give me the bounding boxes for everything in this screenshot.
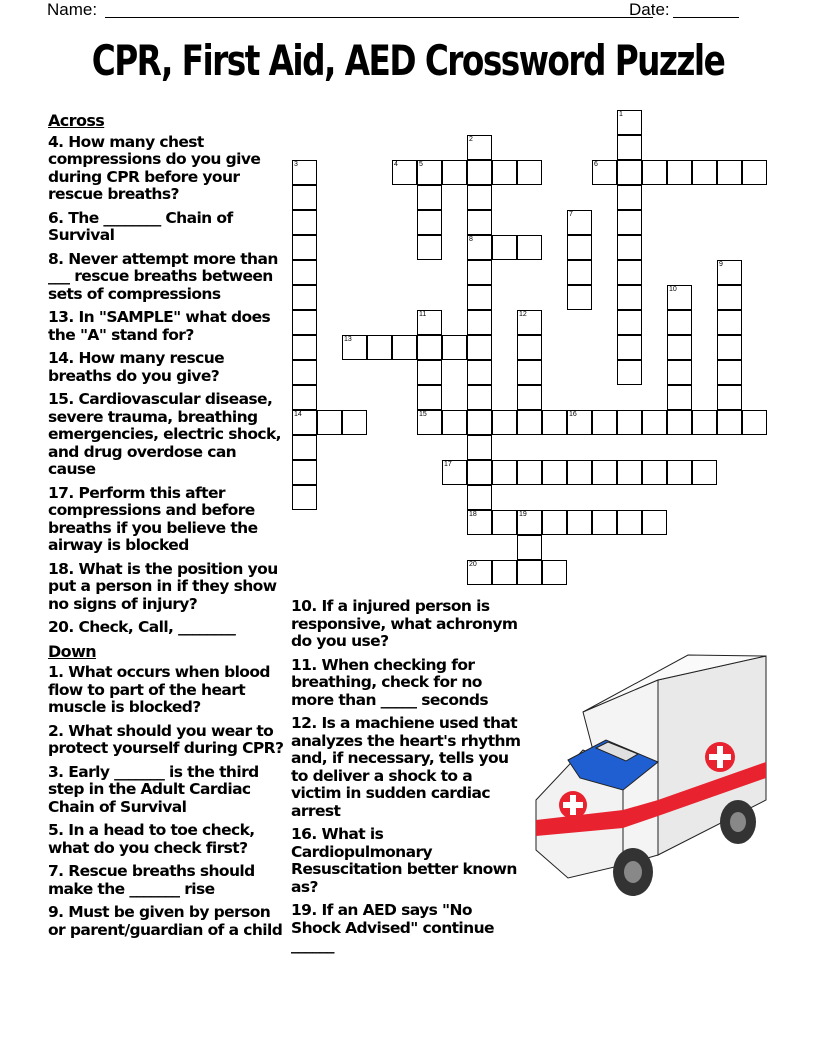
grid-cell[interactable] <box>467 285 492 310</box>
clue-down-1: 1. What occurs when blood flow to part of the heart muscle is blocked? <box>48 663 270 716</box>
grid-cell[interactable] <box>642 410 667 435</box>
grid-cell[interactable] <box>467 335 492 360</box>
clue-across-15: 15. Cardiovascular disease, severe trauma, breathing emergencies, electric shock, and drug overdose can cause <box>48 390 281 478</box>
grid-number: 15 <box>419 411 427 418</box>
grid-cell-11[interactable] <box>417 310 442 335</box>
grid-cell[interactable] <box>517 385 542 410</box>
grid-cell[interactable] <box>567 260 592 285</box>
clue-across-18: 18. What is the position you put a person in if they show no signs of injury? <box>48 559 278 613</box>
grid-cell[interactable] <box>667 310 692 335</box>
grid-number: 18 <box>469 511 477 518</box>
grid-cell[interactable] <box>592 510 617 535</box>
grid-number: 5 <box>419 161 423 168</box>
grid-cell[interactable] <box>292 235 317 260</box>
clue-down-2: 2. What should you wear to protect yourself during CPR? <box>48 721 284 757</box>
grid-cell[interactable] <box>492 410 517 435</box>
grid-cell-9[interactable] <box>717 260 742 285</box>
grid-cell[interactable] <box>492 510 517 535</box>
grid-number: 19 <box>519 511 527 518</box>
grid-cell-13[interactable] <box>342 335 367 360</box>
grid-cell[interactable] <box>367 335 392 360</box>
grid-number: 6 <box>594 161 598 168</box>
clue-down-5: 5. In a head to toe check, what do you check first? <box>48 821 255 857</box>
grid-cell[interactable] <box>417 210 442 235</box>
grid-cell[interactable] <box>617 460 642 485</box>
grid-cell[interactable] <box>617 310 642 335</box>
clue-across-17: 17. Perform this after compressions and before breaths if you believe the airway is blocked <box>48 483 258 554</box>
grid-number: 11 <box>419 311 427 318</box>
grid-number: 12 <box>519 311 527 318</box>
clues-column-right <box>291 598 523 961</box>
grid-cell[interactable] <box>617 285 642 310</box>
grid-cell[interactable] <box>292 210 317 235</box>
grid-cell[interactable] <box>467 410 492 435</box>
grid-cell-8[interactable] <box>467 235 492 260</box>
grid-cell[interactable] <box>442 160 467 185</box>
grid-number: 1 <box>619 111 623 118</box>
grid-cell[interactable] <box>742 410 767 435</box>
grid-cell-7[interactable] <box>567 210 592 235</box>
grid-cell-4[interactable] <box>392 160 417 185</box>
grid-cell[interactable] <box>617 210 642 235</box>
grid-cell[interactable] <box>467 435 492 460</box>
clue-down-9: 9. Must be given by person or parent/guardian of a child <box>48 903 283 939</box>
grid-cell[interactable] <box>617 160 642 185</box>
grid-cell-16[interactable] <box>567 410 592 435</box>
clue-across-4: 4. How many chest compressions do you give during CPR before your rescue breaths? <box>48 132 261 203</box>
clue-down-19: 19. If an AED says "No Shock Advised" continue ______ <box>291 901 494 954</box>
grid-cell[interactable] <box>292 360 317 385</box>
name-label: Name: <box>47 0 98 19</box>
grid-cell[interactable] <box>692 160 717 185</box>
grid-number: 9 <box>719 261 723 268</box>
clue-across-14: 14. How many rescue breaths do you give? <box>48 349 225 385</box>
grid-cell-10[interactable] <box>667 285 692 310</box>
grid-cell[interactable] <box>467 460 492 485</box>
grid-cell[interactable] <box>292 310 317 335</box>
grid-cell[interactable] <box>517 560 542 585</box>
grid-number: 7 <box>569 211 573 218</box>
grid-cell[interactable] <box>642 510 667 535</box>
grid-cell[interactable] <box>292 335 317 360</box>
grid-cell[interactable] <box>667 385 692 410</box>
grid-cell[interactable] <box>667 360 692 385</box>
grid-number: 4 <box>394 161 398 168</box>
ambulance-icon <box>528 650 778 900</box>
grid-cell[interactable] <box>542 410 567 435</box>
grid-cell[interactable] <box>442 335 467 360</box>
clue-across-20: 20. Check, Call, ________ <box>48 618 236 636</box>
grid-cell[interactable] <box>292 260 317 285</box>
grid-cell[interactable] <box>717 285 742 310</box>
grid-cell[interactable] <box>467 260 492 285</box>
grid-cell[interactable] <box>342 410 367 435</box>
grid-cell[interactable] <box>467 385 492 410</box>
grid-cell[interactable] <box>617 410 642 435</box>
grid-cell[interactable] <box>592 410 617 435</box>
grid-cell[interactable] <box>717 385 742 410</box>
grid-number: 14 <box>294 411 302 418</box>
clue-down-12: 12. Is a machiene used that analyzes the heart's rhythm and, if necessary, tells you to deliver a shock to a victim in sudden cardiac arrest <box>291 714 521 820</box>
grid-cell[interactable] <box>617 235 642 260</box>
grid-cell[interactable] <box>692 460 717 485</box>
across-heading: Across <box>48 111 105 130</box>
grid-cell[interactable] <box>517 410 542 435</box>
grid-cell[interactable] <box>567 235 592 260</box>
grid-number: 10 <box>669 286 677 293</box>
grid-cell-19[interactable] <box>517 510 542 535</box>
grid-cell[interactable] <box>467 310 492 335</box>
grid-cell[interactable] <box>617 185 642 210</box>
grid-cell[interactable] <box>667 335 692 360</box>
grid-number: 16 <box>569 411 577 418</box>
grid-cell[interactable] <box>667 160 692 185</box>
grid-cell[interactable] <box>517 235 542 260</box>
grid-cell[interactable] <box>667 460 692 485</box>
grid-cell[interactable] <box>517 535 542 560</box>
grid-cell[interactable] <box>617 510 642 535</box>
grid-cell[interactable] <box>542 510 567 535</box>
grid-cell[interactable] <box>467 485 492 510</box>
grid-cell[interactable] <box>292 435 317 460</box>
grid-cell[interactable] <box>517 335 542 360</box>
grid-cell-20[interactable] <box>467 560 492 585</box>
grid-cell-15[interactable] <box>417 410 442 435</box>
grid-cell[interactable] <box>742 160 767 185</box>
grid-cell[interactable] <box>492 560 517 585</box>
grid-cell-1[interactable] <box>617 110 642 135</box>
grid-cell-17[interactable] <box>442 460 467 485</box>
grid-cell[interactable] <box>517 160 542 185</box>
grid-cell[interactable] <box>692 410 717 435</box>
grid-cell[interactable] <box>592 460 617 485</box>
grid-cell[interactable] <box>467 185 492 210</box>
grid-cell[interactable] <box>292 460 317 485</box>
grid-cell[interactable] <box>717 335 742 360</box>
grid-cell[interactable] <box>517 360 542 385</box>
clue-down-3: 3. Early _______ is the third step in the Adult Cardiac Chain of Survival <box>48 762 259 816</box>
grid-cell[interactable] <box>567 285 592 310</box>
grid-cell[interactable] <box>292 185 317 210</box>
grid-cell[interactable] <box>617 360 642 385</box>
grid-cell[interactable] <box>492 160 517 185</box>
grid-number: 3 <box>294 161 298 168</box>
grid-cell[interactable] <box>417 360 442 385</box>
grid-number: 13 <box>344 336 352 343</box>
grid-cell[interactable] <box>467 360 492 385</box>
grid-cell[interactable] <box>467 160 492 185</box>
clue-across-13: 13. In "SAMPLE" what does the "A" stand for? <box>48 308 271 344</box>
grid-cell-3[interactable] <box>292 160 317 185</box>
grid-cell[interactable] <box>417 385 442 410</box>
grid-cell[interactable] <box>317 410 342 435</box>
grid-cell[interactable] <box>717 310 742 335</box>
grid-cell[interactable] <box>617 135 642 160</box>
clue-down-16: 16. What is Cardiopulmonary Resuscitation better known as? <box>291 825 517 896</box>
clue-across-6: 6. The ________ Chain of Survival <box>48 208 233 244</box>
date-label: Date: <box>629 0 670 19</box>
grid-cell-6[interactable] <box>592 160 617 185</box>
clue-across-8: 8. Never attempt more than ___ rescue breaths between sets of compressions <box>48 249 278 303</box>
grid-cell[interactable] <box>717 410 742 435</box>
page-title: CPR, First Aid, AED Crossword Puzzle <box>91 36 725 85</box>
grid-cell[interactable] <box>717 160 742 185</box>
grid-cell[interactable] <box>617 260 642 285</box>
grid-cell-12[interactable] <box>517 310 542 335</box>
grid-cell[interactable] <box>617 335 642 360</box>
grid-cell[interactable] <box>292 385 317 410</box>
grid-cell-5[interactable] <box>417 160 442 185</box>
grid-number: 17 <box>444 461 452 468</box>
grid-cell[interactable] <box>642 160 667 185</box>
grid-cell[interactable] <box>517 460 542 485</box>
grid-cell[interactable] <box>467 210 492 235</box>
grid-cell[interactable] <box>492 460 517 485</box>
grid-cell-2[interactable] <box>467 135 492 160</box>
grid-number: 20 <box>469 561 477 568</box>
grid-cell[interactable] <box>417 335 442 360</box>
grid-cell[interactable] <box>392 335 417 360</box>
grid-cell[interactable] <box>667 410 692 435</box>
grid-cell[interactable] <box>642 460 667 485</box>
grid-number: 2 <box>469 136 473 143</box>
grid-cell[interactable] <box>717 360 742 385</box>
grid-cell[interactable] <box>542 560 567 585</box>
grid-cell-18[interactable] <box>467 510 492 535</box>
grid-cell[interactable] <box>567 460 592 485</box>
clue-down-7: 7. Rescue breaths should make the _______ rise <box>48 862 255 898</box>
grid-cell[interactable] <box>292 485 317 510</box>
grid-cell-14[interactable] <box>292 410 317 435</box>
grid-cell[interactable] <box>292 285 317 310</box>
clue-down-11: 11. When checking for breathing, check for no more than _____ seconds <box>291 655 488 709</box>
clue-down-10: 10. If a injured person is responsive, what achronym do you use? <box>291 597 518 650</box>
grid-cell[interactable] <box>417 185 442 210</box>
grid-cell[interactable] <box>417 235 442 260</box>
grid-cell[interactable] <box>442 410 467 435</box>
grid-cell[interactable] <box>567 510 592 535</box>
grid-cell[interactable] <box>542 460 567 485</box>
grid-cell[interactable] <box>492 235 517 260</box>
down-heading: Down <box>48 641 97 661</box>
grid-number: 8 <box>469 236 473 243</box>
